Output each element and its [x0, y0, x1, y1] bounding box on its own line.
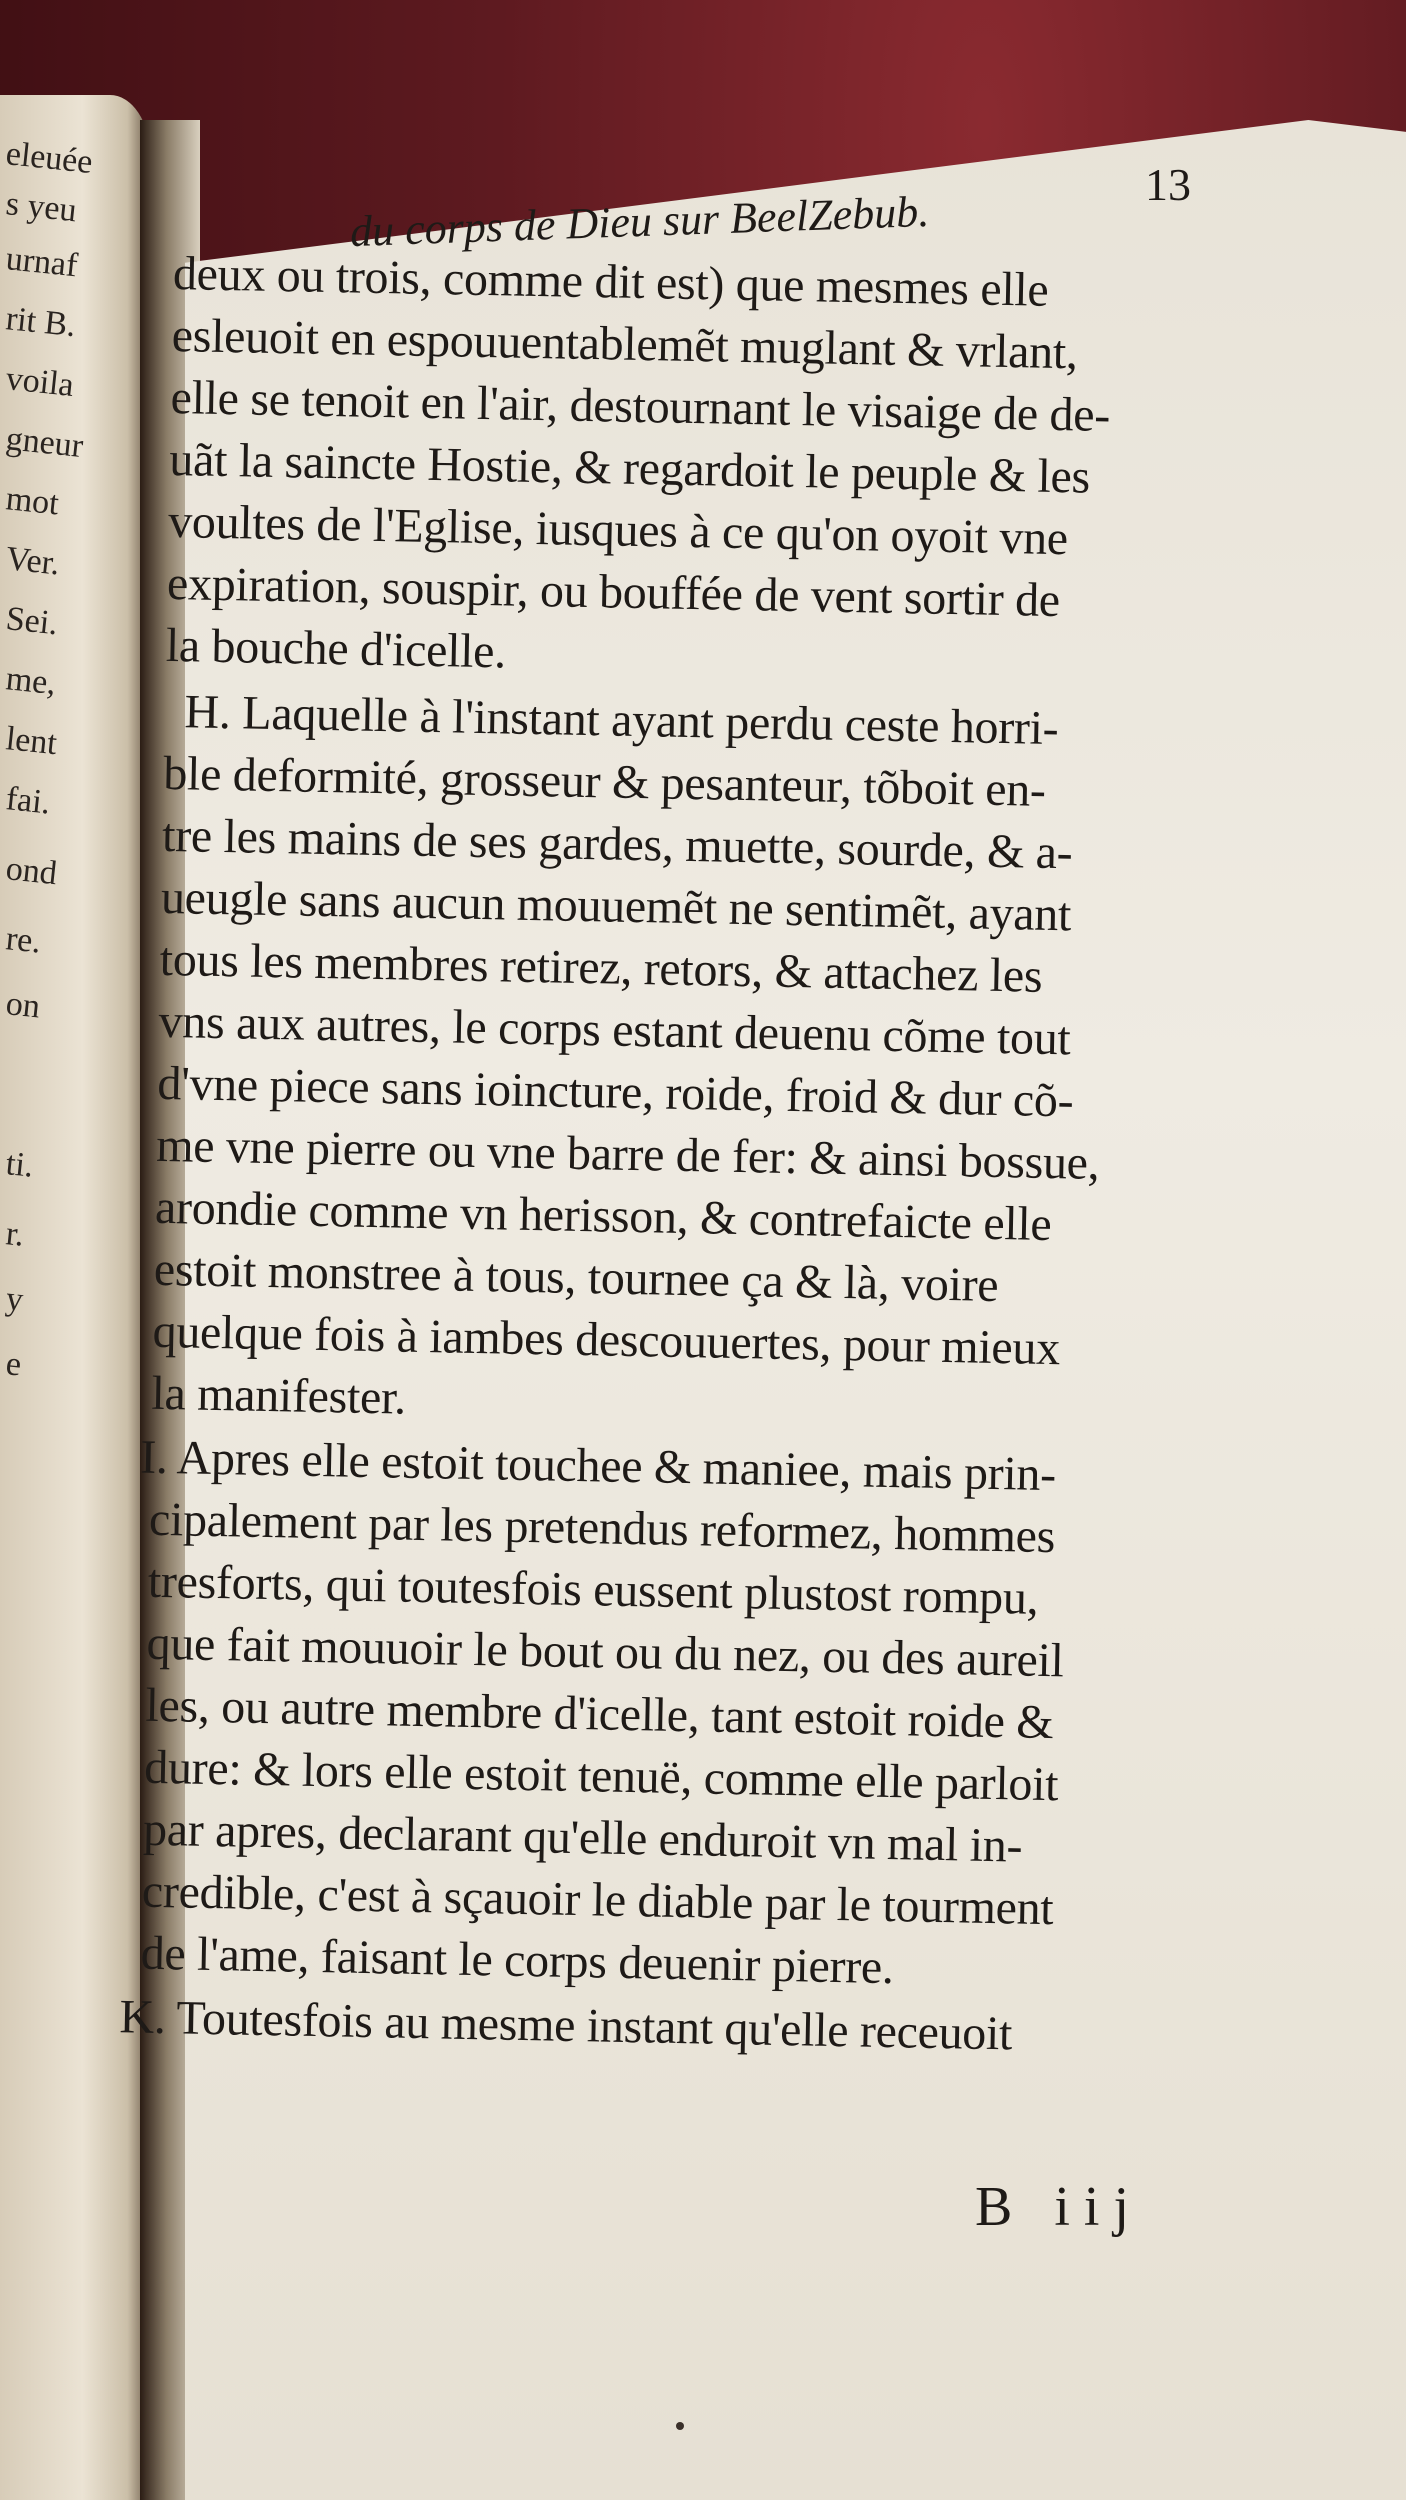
text-line: deux ou trois, comme dit est) que mesmes elle [172, 246, 1050, 317]
text-line: vns aux autres, le corps estant deuenu cõme tout [158, 994, 1071, 1066]
signature-mark: B iij [975, 2176, 1144, 2238]
running-head: du corps de Dieu sur BeelZebub. [349, 186, 930, 257]
left-page-fragment: rit B. [4, 300, 78, 345]
text-line: credible, c'est à sçauoir le diable par le tourment [141, 1864, 1054, 1936]
left-page-fragment: ond [4, 850, 59, 893]
text-line: voultes de l'Eglise, iusques à ce qu'on oyoit vne [167, 494, 1069, 566]
text-line: elle se tenoit en l'air, destournant le visaige de de- [170, 370, 1111, 442]
left-page-fragment: lent [4, 720, 59, 763]
text-line: uãt la saincte Hostie, & regardoit le peuple & les [168, 432, 1091, 504]
left-page-fragment: r. [4, 1215, 26, 1254]
text-line: ueugle sans aucun mouuemẽt ne sentimẽt, ayant [160, 870, 1072, 942]
left-page-fragment: on [4, 985, 42, 1026]
left-page-fragment: gneur [4, 420, 85, 465]
text-line: H. Laquelle à l'instant ayant perdu ceste horri- [184, 685, 1059, 756]
text-line: tre les mains de ses gardes, muette, sourde, & a- [161, 808, 1073, 880]
text-line: de l'ame, faisant le corps deuenir pierre. [140, 1926, 895, 1995]
left-page-fragment: voila [4, 360, 76, 405]
text-line: tresforts, qui toutesfois eussent plustost rompu, [147, 1554, 1039, 1625]
left-page-fragment: Ver. [4, 540, 62, 583]
text-line: expiration, souspir, ou bouffée de vent sortir de [166, 556, 1061, 628]
left-facing-page [0, 95, 150, 2500]
text-line: par apres, declarant qu'elle enduroit vn mal in- [142, 1802, 1023, 1873]
left-page-fragment: re. [4, 920, 43, 961]
left-page-fragment: s yeu [4, 185, 79, 230]
left-page-fragment: fai. [4, 780, 53, 822]
left-page-fragment: Sei. [4, 600, 60, 643]
text-line: me vne pierre ou vne barre de fer: & ainsi bossue, [155, 1118, 1100, 1190]
text-line: tous les membres retirez, retors, & attachez les [159, 932, 1043, 1003]
text-line: I. Apres elle estoit touchee & maniee, mais prin- [139, 1430, 1057, 1502]
left-page-fragment: e [4, 1345, 23, 1384]
text-line: d'vne piece sans ioincture, roide, froid & dur cõ- [156, 1056, 1074, 1128]
text-line: quelque fois à iambes descouuertes, pour mieux [152, 1304, 1061, 1376]
ink-dot [676, 2422, 684, 2430]
left-page-fragment: urnaf [4, 240, 80, 285]
left-page-fragment: me, [4, 660, 58, 703]
text-line: esleuoit en espouuentablemẽt muglant & vrlant, [171, 308, 1079, 380]
left-page-fragment: eleuée [4, 135, 95, 181]
text-line: les, ou autre membre d'icelle, tant estoit roide & [145, 1678, 1054, 1750]
text-line: ble deformité, grosseur & pesanteur, tõboit en- [162, 746, 1047, 817]
text-line: K. Toutesfois au mesme instant qu'elle receuoit [119, 1990, 1013, 2061]
left-page-fragment: y [4, 1280, 25, 1319]
text-line: que fait mouuoir le bout ou du nez, ou des aureil [146, 1616, 1065, 1688]
text-line: dure: & lors elle estoit tenuë, comme elle parloit [143, 1740, 1059, 1812]
page-number: 13 [1145, 159, 1191, 210]
text-line: arondie comme vn herisson, & contrefaicte elle [154, 1180, 1052, 1252]
text-line: estoit monstree à tous, tournee ça & là, voire [153, 1242, 999, 1313]
text-line: la bouche d'icelle. [165, 618, 507, 679]
text-line: cipalement par les pretendus reformez, hommes [148, 1492, 1056, 1564]
left-page-fragment: mot [4, 480, 61, 523]
text-line: la manifester. [151, 1366, 407, 1425]
left-page-fragment: ti. [4, 1145, 36, 1185]
